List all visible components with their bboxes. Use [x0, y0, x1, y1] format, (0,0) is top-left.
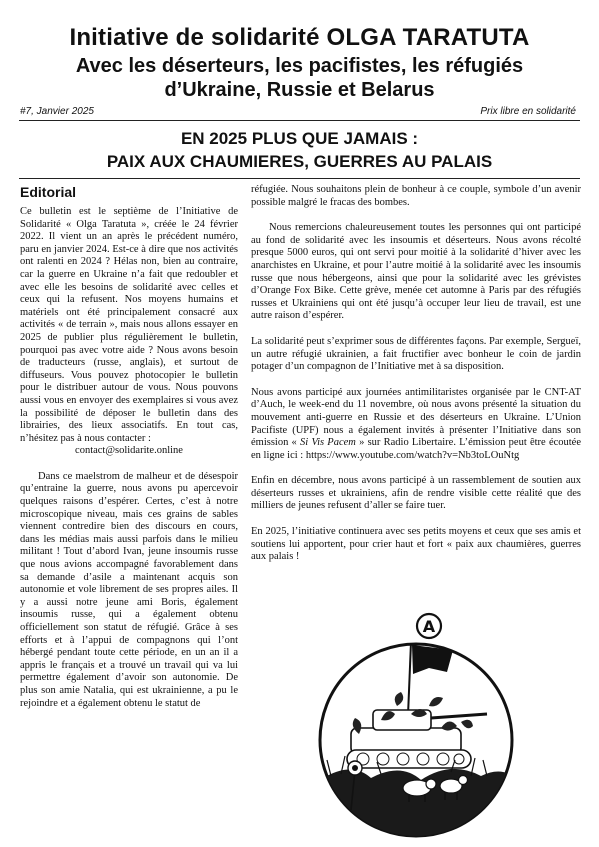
top-divider	[19, 120, 580, 121]
right-column	[251, 184, 581, 577]
editorial-heading: Editorial	[20, 184, 77, 200]
headline-line2: PAIX AUX CHAUMIERES, GUERRES AU PALAIS	[106, 152, 493, 171]
anarchist-tank-illustration	[311, 610, 521, 840]
headline-divider	[19, 178, 580, 179]
editorial-paragraph-5: La solidarité peut s’exprimer sous de différentes façons. Par exemple, Sergueï, un autre réfugié ukrainien, a fait fructifier avec bonheur le coin de jardin potager d’un compagnon de l’Initiative met à sa disposition.	[251, 335, 581, 373]
anarchy-symbol-icon	[417, 614, 441, 638]
ground-grass	[311, 769, 516, 840]
bulletin-subtitle-line1: Avec les déserteurs, les pacifistes, les réfugiés	[75, 55, 524, 77]
issue-label: #7, Janvier 2025	[20, 106, 94, 117]
black-flag-icon	[412, 645, 453, 674]
editorial-paragraph-6	[251, 387, 581, 463]
bulletin-subtitle-line2: d’Ukraine, Russie et Belarus	[164, 79, 435, 101]
editorial-paragraph-6-a: Nous avons participé aux journées antimilitaristes organisée par le CNT-AT d’Auch, le week-end du 11 novembre, où nous avons présenté la situation du mouvement anti-guerre en Russie et des déserteurs en Ukraine. L’Union Pacifiste (UPF) nous a également invités à présenter l’Initiative dans son émission «	[251, 386, 581, 449]
bulletin-title: Initiative de solidarité OLGA TARATUTA	[69, 24, 530, 51]
radio-show-name: Si Vis Pacem	[300, 437, 356, 449]
left-column	[20, 206, 238, 710]
svg-text:A: A	[422, 617, 436, 636]
editorial-paragraph-8: En 2025, l’initiative continuera avec ses petits moyens et ceux que ses amis et soutiens lui apportent, pour crier haut et fort « paix aux chaumières, guerres aux palais !	[251, 526, 581, 563]
editorial-paragraph-3: réfugiée. Nous souhaitons plein de bonheur à ce couple, symbole d’un avenir possible malgré le fracas des bombes.	[251, 184, 581, 208]
editorial-paragraph-1: Ce bulletin est le septième de l’Initiative de Solidarité « Olga Taratuta », créée le 24 février 2022. Il vient un an après le précédent numéro, paru en janvier 2024. Est-ce à dire que nos activités ont ralenti en 2024 ? Hélas non, bien au contraire, car la guerre en Ukraine n’a fait que redoubler et avec elle les besoins de solidarité avec celles et ceux qui la refusent. Nos moyens humains et matériels ont été principalement consacré aux activités « de terrain », mais nous allons essayer en 2025 de publier plus régulièrement le bulletin, pourquoi pas avec votre aide ? Nous avons besoin de traducteurs (russe, anglais), et surtout de diffuseurs. Vous pouvez photocopier le bulletin pour le distribuer autour de vous. Nous pouvons aussi vous en envoyer des exemplaires si vous avez la possibilité de déposer le bulletin dans des librairies, des lieux associatifs. En tout cas, n’hésitez pas à nous contacter :	[20, 206, 238, 444]
editorial-paragraph-4: Nous remercions chaleureusement toutes les personnes qui ont participé au fond de solidarité avec les insoumis et déserteurs. Nous avons récolté presque 5000 euros, qui ont servi pour moitié à la solidarité d’hiver avec les anarchistes en Ukraine, et pour l’autre moitié à la solidarité avec les insoumis russe que nous hébergeons, ainsi que pour la solidarité avec les grévistes d’Orange Fox Bike. Cette grève, menée cet automne à Paris par des réfugiés russes et Ukrainiens qui ont été jusqu’à occuper leur lieu de travail, est une autre raison d’espérer.	[251, 222, 581, 322]
editorial-paragraph-2: Dans ce maelstrom de malheur et de désespoir qu’entraine la guerre, nous avons pu apercevoir quelques raisons d’espérer. Certes, c’est à notre microscopique niveau, mais ces grains de sables viennent contredire bien des discours en cours, dans les médias mais aussi parfois dans le milieu militant ! Tout d’abord Ivan, jeune insoumis russe que nous avions accompagné favorablement dans sa demande d’asile a maintenant acquis son autonomie et vole librement de ses propres ailes. Il y a aussi notre jeune ami Boris, également insoumis russe, qui a également obtenu officiellement son statut de réfugié. Grâce à ses efforts et à l’appui de compagnons qui l’ont hébergé pendant toute cette période, en un an il a appris le français et a trouvé un travail qui va lui permettre également d’avoir son autonomie. De plus son amie Natalia, qui est ukrainienne, a pu le rejoindre et a également obtenu le statut de	[20, 470, 238, 709]
headline-line1: EN 2025 PLUS QUE JAMAIS :	[180, 129, 419, 148]
editorial-paragraph-7: Enfin en décembre, nous avons participé à un rassemblement de soutien aux déserteurs russes et ukrainiens, afin de rendre visible cette réalité que des milliers de jeunes refusent d’aller se faire tuer.	[251, 475, 581, 512]
contact-email: contact@solidarite.online	[75, 445, 183, 457]
tank-icon	[347, 710, 487, 768]
editorial-paragraph-6-b: » sur Radio Libertaire. L’émission peut être écoutée en ligne ici : https://www.youtube.com/watch?v=Nb3toLOuNtg	[251, 437, 581, 461]
price-label: Prix libre en solidarité	[480, 106, 576, 117]
